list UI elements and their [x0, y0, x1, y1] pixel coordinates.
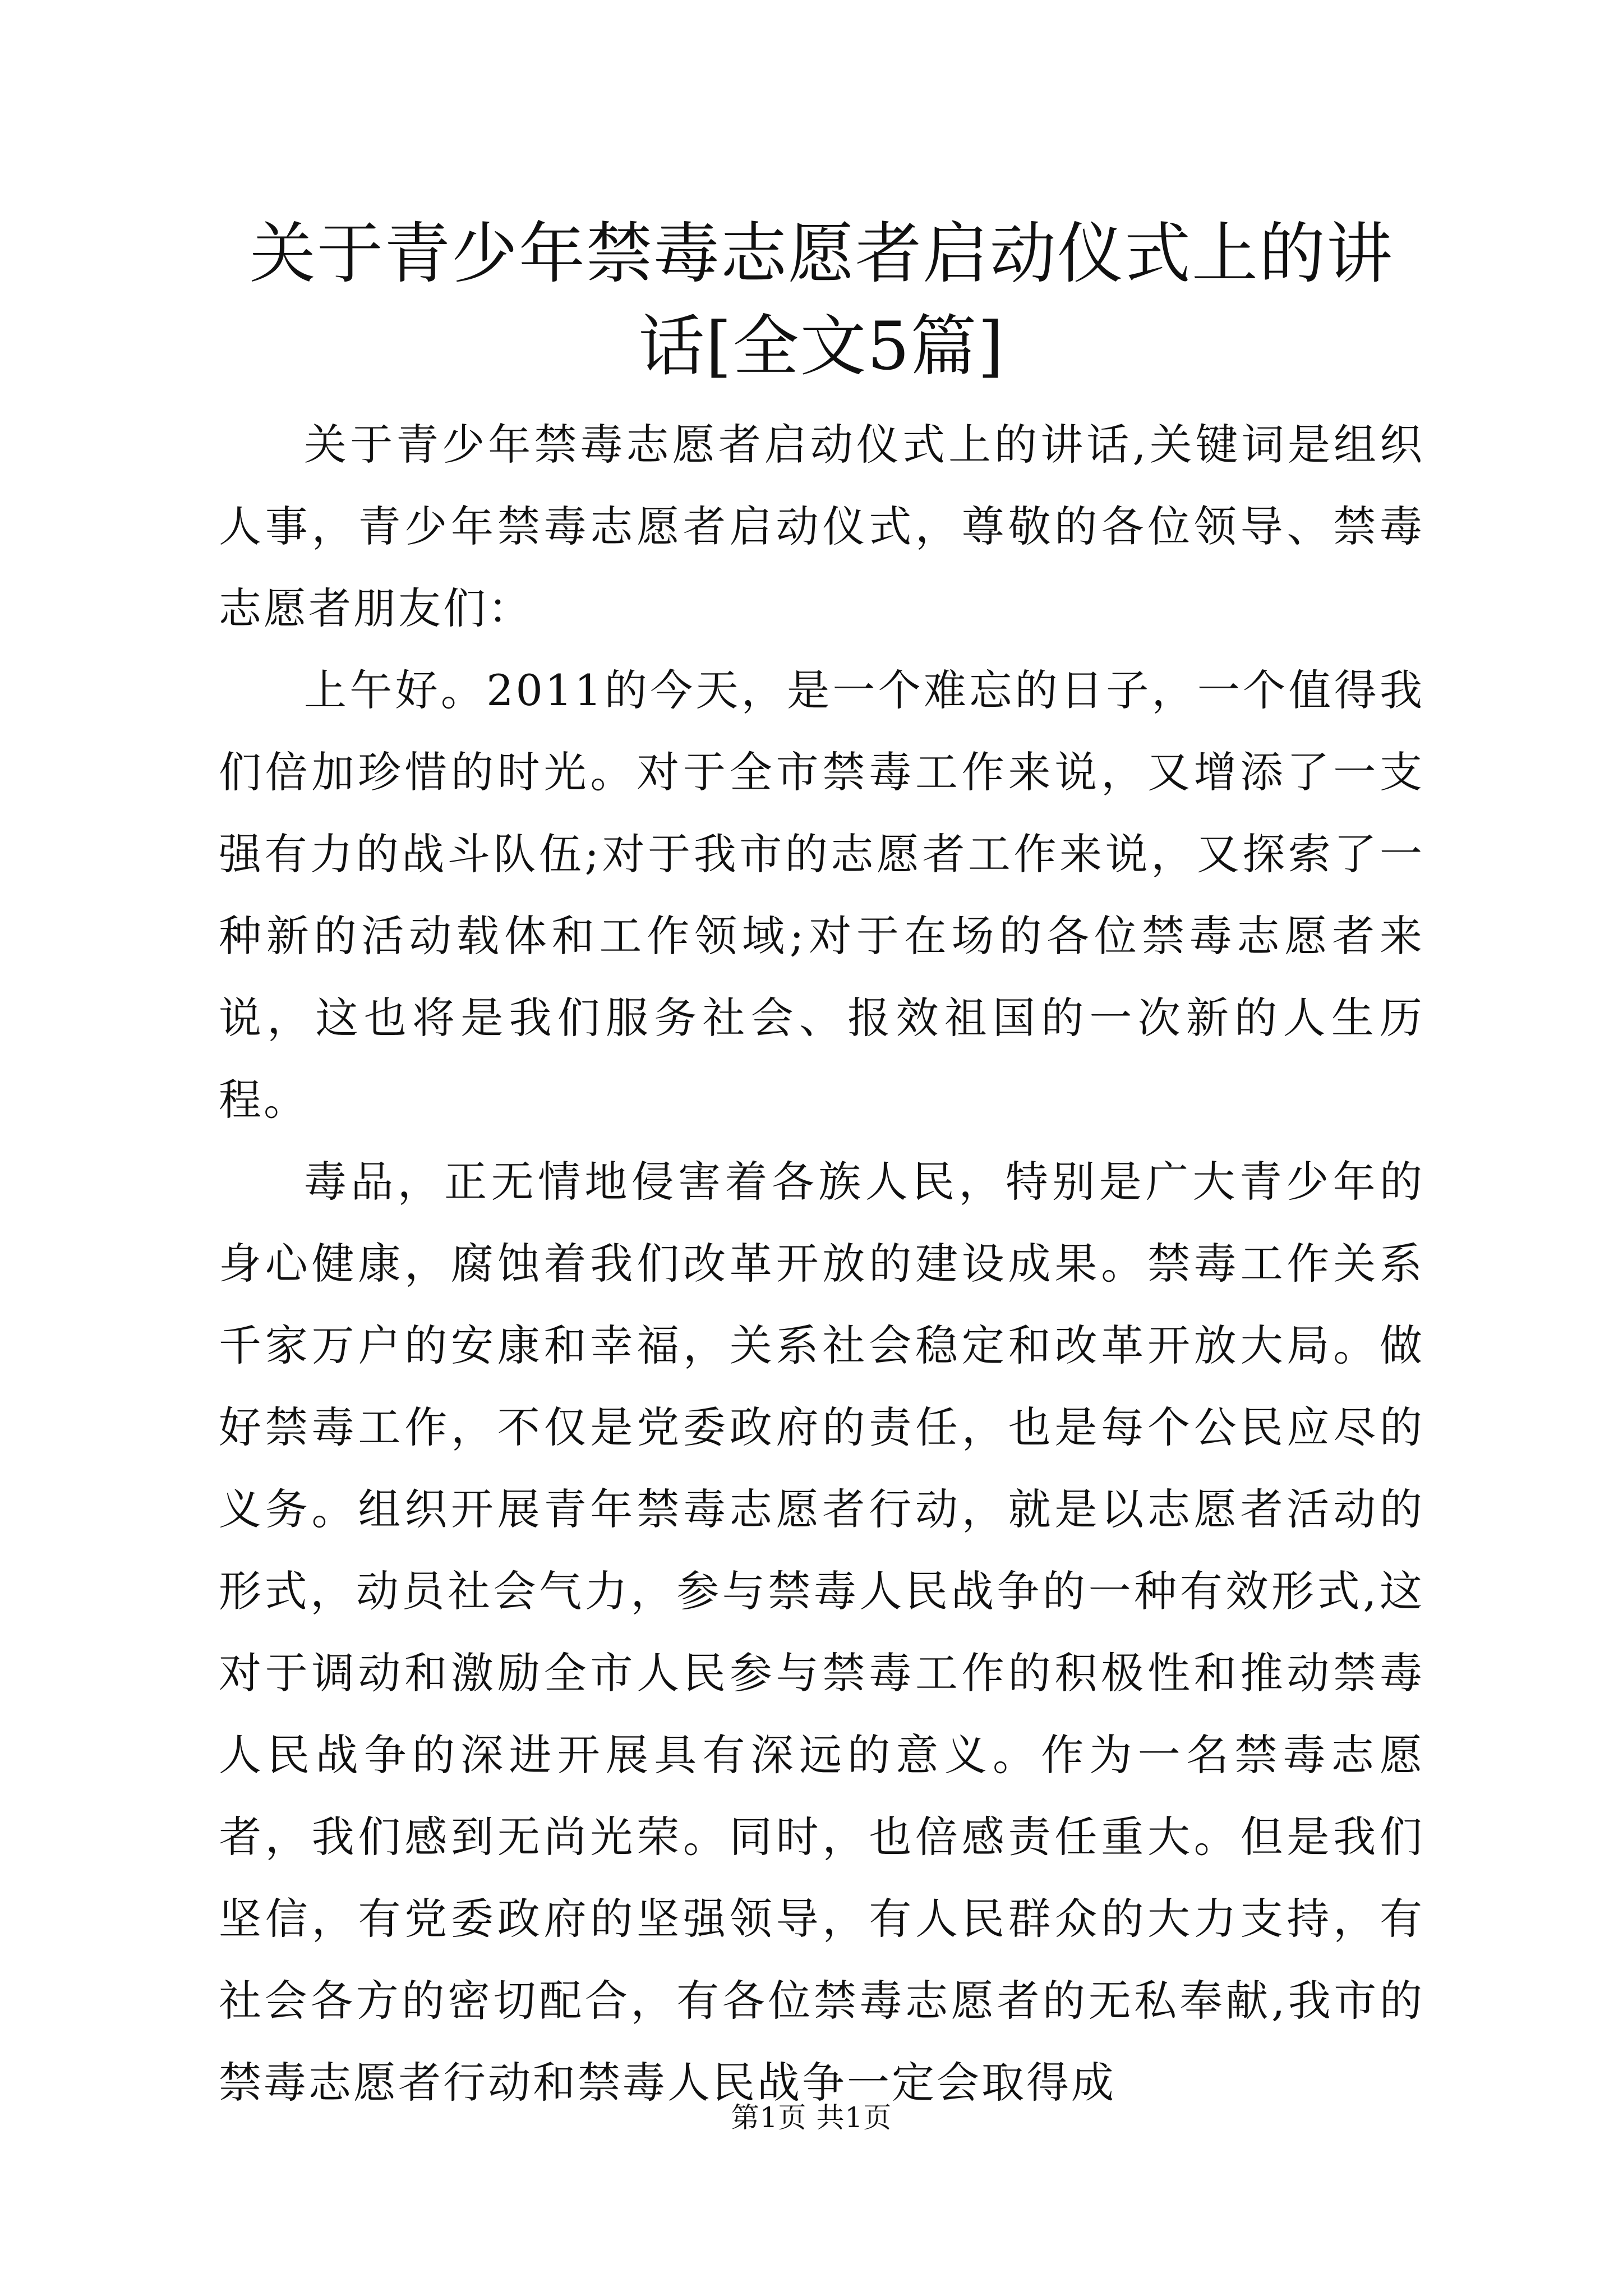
page-footer: 第1页 共1页 — [731, 2101, 892, 2134]
document-body — [219, 404, 1424, 2124]
paragraph-3: 毒品，正无情地侵害着各族人民，特别是广大青少年的身心健康，腐蚀着我们改革开放的建设成果。禁毒工作关系千家万户的安康和幸福，关系社会稳定和改革开放大局。做好禁毒工作，不仅是党委政府的责任，也是每个公民应尽的义务。组织开展青年禁毒志愿者行动，就是以志愿者活动的形式，动员社会气力，参与禁毒人民战争的一种有效形式,这对于调动和激励全市人民参与禁毒工作的积极性和推动禁毒人民战争的深进开展具有深远的意义。作为一名禁毒志愿者，我们感到无尚光荣。同时，也倍感责任重大。但是我们坚信，有党委政府的坚强领导，有人民群众的大力支持，有社会各方的密切配合，有各位禁毒志愿者的无私奉献,我市的禁毒志愿者行动和禁毒人民战争一定会取得成 — [219, 1157, 1424, 2108]
paragraph-2: 上午好。2011的今天，是一个难忘的日子，一个值得我们倍加珍惜的时光。对于全市禁毒工作来说，又增添了一支强有力的战斗队伍;对于我市的志愿者工作来说，又探索了一种新的活动载体和工作领域;对于在场的各位禁毒志愿者来说，这也将是我们服务社会、报效祖国的一次新的人生历程。 — [219, 665, 1424, 1125]
document-title: 关于青少年禁毒志愿者启动仪式上的讲话[全文5篇] — [249, 215, 1394, 385]
paragraph-1: 关于青少年禁毒志愿者启动仪式上的讲话,关键词是组织人事，青少年禁毒志愿者启动仪式，尊敬的各位领导、禁毒志愿者朋友们： — [219, 420, 1424, 633]
